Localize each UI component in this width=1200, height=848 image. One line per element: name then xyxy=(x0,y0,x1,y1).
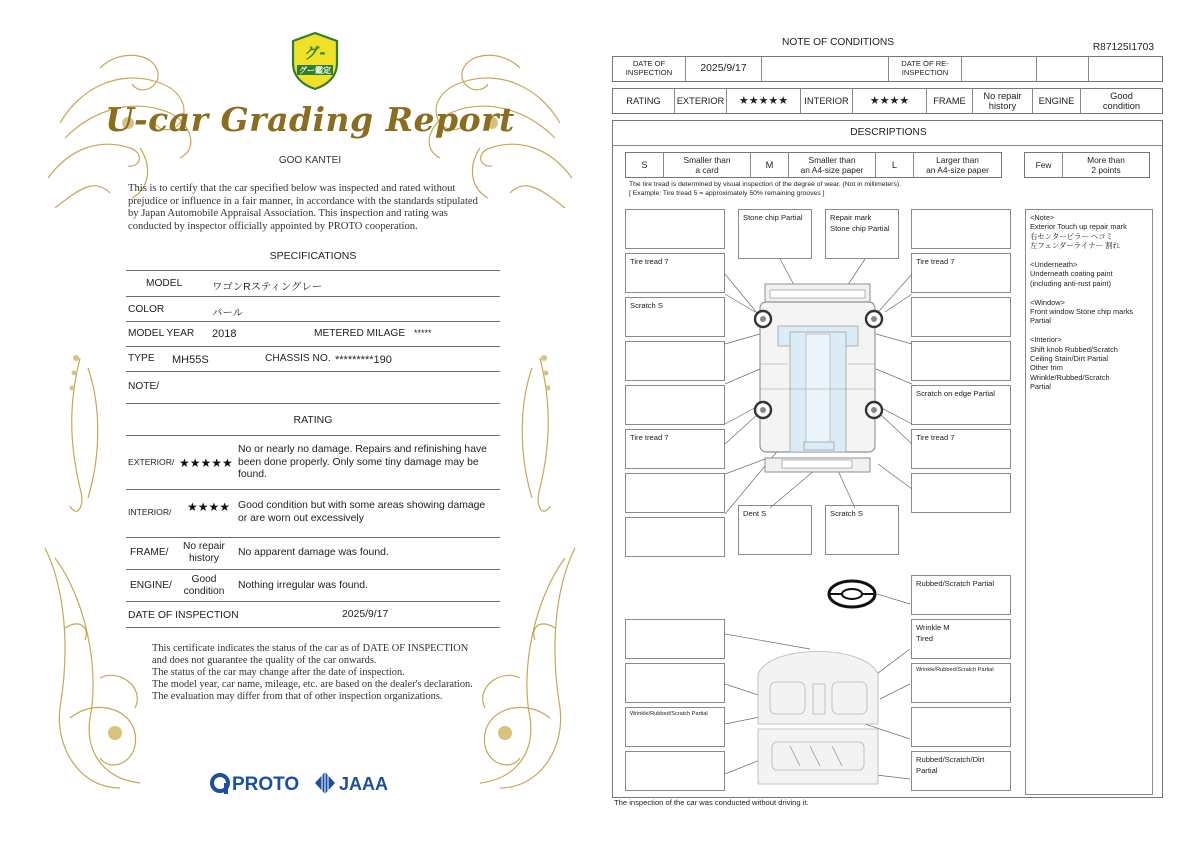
color-label: COLOR xyxy=(128,304,165,315)
divider xyxy=(126,346,500,347)
inspection-date-value: 2025/9/17 xyxy=(342,609,389,620)
legend-text-l: Larger than an A4-size paper xyxy=(926,154,989,175)
model-year-value: 2018 xyxy=(212,328,237,340)
interior-box: Wrinkle/Rubbed/Scratch Partial xyxy=(625,707,725,747)
interior-description: Good condition but with some areas showing damage or are worn out excessively xyxy=(238,500,486,524)
exterior-box: Repair mark Stone chip Partial xyxy=(825,209,899,259)
inspection-date-label: DATE OF INSPECTION xyxy=(128,610,239,621)
interior-box xyxy=(911,707,1011,747)
frame-value: No repair history xyxy=(183,541,225,564)
proto-jaaa-logos xyxy=(210,768,430,798)
divider xyxy=(126,296,500,297)
conditions-title: NOTE OF CONDITIONS xyxy=(781,37,895,48)
interior-box xyxy=(625,751,725,791)
interior-box: Rubbed/Scratch Partial xyxy=(911,575,1011,615)
legend-text-s: Smaller than a card xyxy=(664,153,751,177)
exterior-box: Tire tread 7 xyxy=(911,429,1011,469)
interior-box xyxy=(738,751,746,755)
exterior-label: EXTERIOR/ xyxy=(128,457,175,467)
specifications-heading: SPECIFICATIONS xyxy=(269,250,357,262)
exterior-box xyxy=(911,297,1011,337)
exterior-box xyxy=(911,209,1011,249)
exterior-box: Scratch on edge Partial xyxy=(911,385,1011,425)
tire-tread-note: The tire tread is determined by visual inspection of the degree of wear. (Not in millimeters). [ Example: Tire tread 5 = approximately 50% remaining grooves ] xyxy=(629,181,901,197)
exterior-box xyxy=(625,341,725,381)
inspection-date-row xyxy=(612,56,1163,82)
grading-certificate xyxy=(40,28,580,808)
interior-box: Rubbed/Scratch/Dirt Partial xyxy=(911,751,1011,791)
svg-text:グ-: グ- xyxy=(304,44,326,62)
legend-code-l: L xyxy=(876,153,914,177)
goo-kantei-badge-icon xyxy=(287,31,343,91)
interior-box xyxy=(625,619,725,659)
inspection-date-value: 2025/9/17 xyxy=(686,57,762,81)
report-subtitle: GOO KANTEI xyxy=(278,155,342,166)
divider xyxy=(126,270,500,271)
engine-label: ENGINE/ xyxy=(130,580,172,591)
divider xyxy=(126,569,500,570)
frame-label: FRAME xyxy=(927,89,973,113)
exterior-box: Scratch S xyxy=(825,505,899,555)
frame-value: No repair history xyxy=(973,89,1033,113)
divider xyxy=(613,145,1162,146)
model-label: MODEL xyxy=(146,278,183,289)
type-value: MH55S xyxy=(172,354,209,366)
certification-text: This is to certify that the car specified below was inspected and rated without prejudice or influence in a fair manner, in accordance with the standards stipulated by Japan Automobile Appraisal Association. This inspection and rating was conducted by inspector officially appointed by PROTO cooperation. xyxy=(128,183,478,232)
chassis-value: *********190 xyxy=(335,354,392,366)
notes-panel xyxy=(1025,209,1153,795)
interior-box: Wrinkle M Tired xyxy=(911,619,1011,659)
exterior-box: Scratch S xyxy=(625,297,725,337)
legend-code-s: S xyxy=(626,153,664,177)
exterior-box: Tire tread 7 xyxy=(625,253,725,293)
legend-code-few: Few xyxy=(1025,153,1063,177)
mileage-value: ***** xyxy=(414,328,432,338)
note-group-interior: <Interior> Shift knob Rubbed/Scratch Ceiling Stain/Dirt Partial Other trim Wrinkle/Rubbed/Scratch Partial xyxy=(1030,335,1118,392)
proto-logo-icon xyxy=(212,774,299,795)
disclaimer-text: This certificate indicates the status of the car as of DATE OF INSPECTION and does not guarantee the quality of the car onwards. The status of the car may change after the date of inspection. The model year, car name, mileage, etc. are based on the dealer's declaration. The evaluation may differ from that of other inspection organizations. xyxy=(152,643,473,703)
inspection-footer-note: The inspection of the car was conducted without driving it. xyxy=(614,798,809,807)
exterior-box xyxy=(625,517,725,557)
exterior-box: Dent S xyxy=(738,505,812,555)
note-of-conditions xyxy=(610,34,1166,814)
color-value: パール xyxy=(212,308,243,319)
inspection-date-label: DATE OF INSPECTION xyxy=(613,57,686,81)
engine-label: ENGINE xyxy=(1033,89,1081,113)
empty-cell xyxy=(762,57,889,81)
exterior-box xyxy=(911,473,1011,513)
engine-value: Good condition xyxy=(1102,91,1141,111)
interior-stars: ★★★★ xyxy=(187,500,231,514)
rating-heading: RATING xyxy=(293,414,333,426)
jaaa-logo-text: JAAA xyxy=(339,774,389,794)
exterior-stars: ★★★★★ xyxy=(179,456,233,470)
exterior-box: Stone chip Partial xyxy=(738,209,812,259)
report-title: U-car Grading Report xyxy=(105,100,515,139)
mileage-label: METERED MILAGE xyxy=(314,328,406,339)
divider xyxy=(126,489,500,490)
legend-text-m: Smaller than an A4-size paper xyxy=(789,153,876,177)
interior-stars: ★★★★ xyxy=(853,89,927,113)
note-label: NOTE/ xyxy=(128,381,160,392)
report-code: R87125I1703 xyxy=(1092,42,1154,53)
reinspection-date-label: DATE OF RE-INSPECTION xyxy=(889,57,962,81)
badge-text: グー鑑定 xyxy=(299,66,331,75)
divider xyxy=(126,601,500,602)
divider xyxy=(126,537,500,538)
frame-description: No apparent damage was found. xyxy=(238,547,389,558)
model-value: ワゴンRスティングレー xyxy=(212,282,323,293)
rating-row xyxy=(612,88,1163,114)
exterior-box xyxy=(625,209,725,249)
empty-cell xyxy=(1089,57,1162,81)
model-year-label: MODEL YEAR xyxy=(128,328,195,339)
interior-label: INTERIOR/ xyxy=(128,507,172,517)
note-group-general: <Note> Exterior Touch up repair mark 右センターピラー ヘコミ 左フェンダーライナー 割れ xyxy=(1030,213,1127,251)
chassis-label: CHASSIS NO. xyxy=(265,353,331,364)
rating-label: RATING xyxy=(613,89,675,113)
engine-value: Good condition xyxy=(183,574,225,597)
divider xyxy=(126,403,500,404)
descriptions-heading: DESCRIPTIONS xyxy=(850,127,927,138)
empty-cell xyxy=(1037,57,1089,81)
note-group-underneath: <Underneath> Underneath coating paint (including anti-rust paint) xyxy=(1030,260,1113,288)
divider xyxy=(126,371,500,372)
type-label: TYPE xyxy=(128,353,155,364)
divider xyxy=(126,627,500,628)
divider xyxy=(126,435,500,436)
exterior-box xyxy=(625,473,725,513)
divider xyxy=(126,321,500,322)
exterior-box: Tire tread 7 xyxy=(625,429,725,469)
exterior-box: Tire tread 7 xyxy=(911,253,1011,293)
exterior-box xyxy=(911,341,1011,381)
descriptions-panel xyxy=(612,120,1163,798)
interior-box xyxy=(625,663,725,703)
legend-text-few: More than 2 points xyxy=(1087,154,1125,175)
reinspection-date-value xyxy=(962,57,1037,81)
exterior-label: EXTERIOR xyxy=(675,89,727,113)
few-legend xyxy=(1024,152,1150,178)
interior-label: INTERIOR xyxy=(801,89,853,113)
jaaa-logo-icon xyxy=(315,772,388,794)
size-legend xyxy=(625,152,1002,178)
frame-label: FRAME/ xyxy=(130,547,169,558)
exterior-description: No or nearly no damage. Repairs and refinishing have been done properly. Only some tiny damage may be found. xyxy=(238,444,487,481)
legend-code-m: M xyxy=(751,153,789,177)
exterior-stars: ★★★★★ xyxy=(727,89,801,113)
engine-description: Nothing irregular was found. xyxy=(238,580,368,591)
exterior-box xyxy=(625,385,725,425)
note-group-window: <Window> Front window Stone chip marks Partial xyxy=(1030,297,1134,326)
proto-logo-text: PROTO xyxy=(232,774,300,795)
interior-box: Wrinkle/Rubbed/Scratch Partial xyxy=(911,663,1011,703)
